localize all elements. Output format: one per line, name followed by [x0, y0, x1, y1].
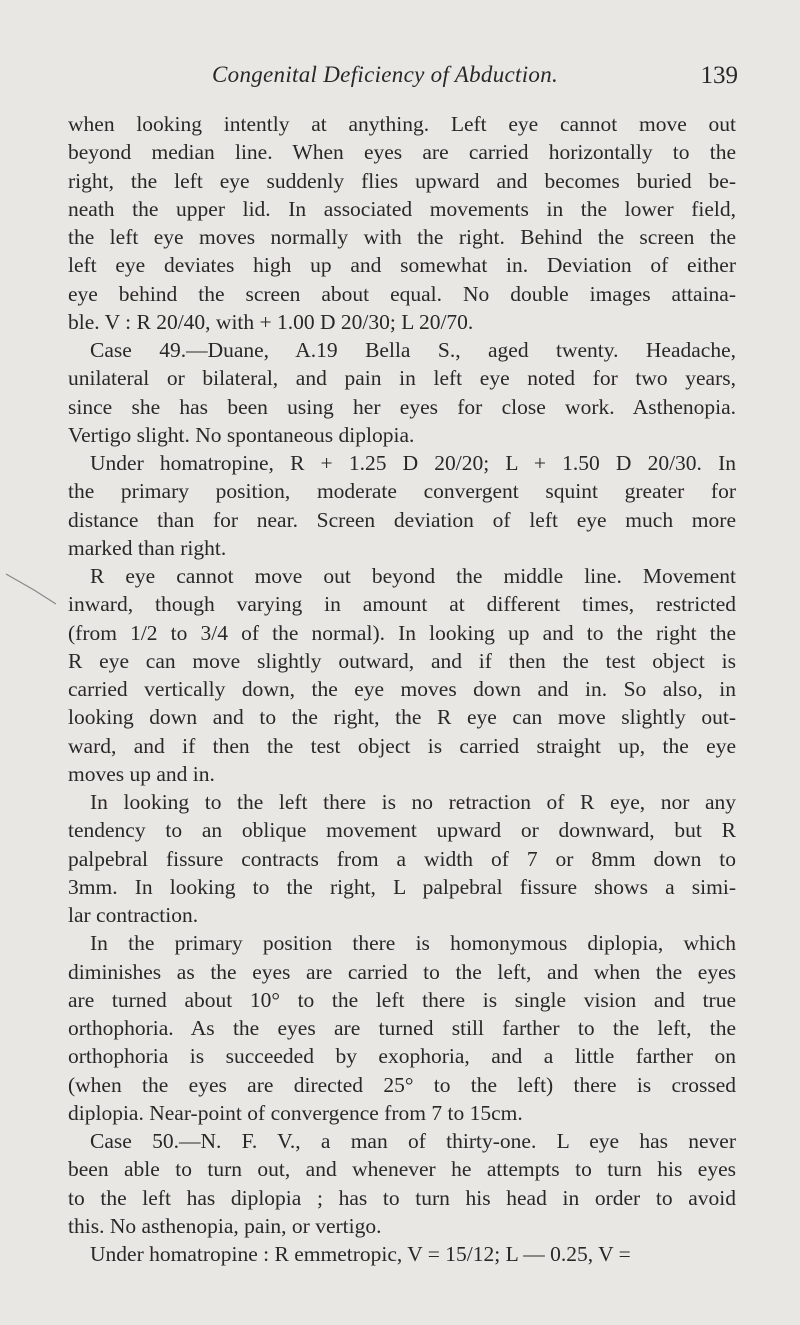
text-line: (from 1/2 to 3/4 of the normal). In looking up and to the right the	[68, 620, 736, 645]
text-line: when looking intently at anything. Left eye cannot move out	[68, 112, 736, 136]
text-line: orthophoria is succeeded by exophoria, and a little farther on	[68, 1044, 736, 1069]
text-line: neath the upper lid. In associated movements in the lower field,	[68, 196, 736, 221]
text-line: unilateral or bilateral, and pain in left eye noted for two years,	[68, 366, 736, 391]
text-line: since she has been using her eyes for close work. Asthenopia.	[68, 394, 736, 419]
text-line: this. No asthenopia, pain, or vertigo.	[68, 1213, 382, 1238]
text-line: inward, though varying in amount at different times, restricted	[68, 592, 736, 617]
text-line: to the left has diplopia ; has to turn his head in order to avoid	[68, 1185, 736, 1210]
text-line: In the primary position there is homonymous diplopia, which	[90, 931, 736, 956]
text-line: Vertigo slight. No spontaneous diplopia.	[68, 422, 415, 447]
text-line: beyond median line. When eyes are carried horizontally to the	[68, 140, 736, 165]
text-line: carried vertically down, the eye moves down and in. So also, in	[68, 677, 736, 701]
text-line: ward, and if then the test object is carried straight up, the eye	[68, 733, 736, 758]
text-line: are turned about 10° to the left there is single vision and true	[68, 987, 736, 1012]
text-line: Under homatropine, R + 1.25 D 20/20; L + 1.50 D 20/30. In	[90, 451, 736, 475]
text-line: left eye deviates high up and somewhat in. Deviation of either	[68, 253, 736, 278]
case-heading-line: Case 50.—N. F. V., a man of thirty-one. L eye has never	[90, 1129, 736, 1153]
text-line: R eye can move slightly outward, and if then the test object is	[68, 648, 736, 673]
text-line: 3mm. In looking to the right, L palpebral fissure shows a simi-	[68, 874, 736, 899]
page-header	[0, 62, 800, 92]
body-text	[68, 110, 736, 1268]
text-line: eye behind the screen about equal. No double images attaina-	[68, 281, 736, 306]
text-line: Under homatropine : R emmetropic, V = 15/12; L — 0.25, V =	[90, 1242, 631, 1266]
text-line: diminishes as the eyes are carried to the left, and when the eyes	[68, 959, 736, 984]
text-line: tendency to an oblique movement upward or downward, but R	[68, 818, 736, 843]
text-line: distance than for near. Screen deviation of left eye much more	[68, 507, 736, 532]
page-number: 139	[700, 62, 738, 89]
text-line: the primary position, moderate convergent squint greater for	[68, 479, 736, 504]
text-line: ble. V : R 20/40, with + 1.00 D 20/30; L 20/70.	[68, 309, 474, 334]
text-line: the left eye moves normally with the right. Behind the screen the	[68, 225, 736, 249]
text-line: R eye cannot move out beyond the middle line. Movement	[90, 564, 736, 588]
text-line: moves up and in.	[68, 761, 215, 786]
margin-pencil-mark	[4, 568, 64, 608]
text-line: lar contraction.	[68, 903, 199, 927]
text-line: been able to turn out, and whenever he attempts to turn his eyes	[68, 1157, 736, 1182]
text-line: orthophoria. As the eyes are turned still farther to the left, the	[68, 1016, 736, 1040]
text-line: right, the left eye suddenly flies upward and becomes buried be-	[68, 168, 736, 193]
text-line: palpebral fissure contracts from a width of 7 or 8mm down to	[68, 846, 736, 871]
text-line: marked than right.	[68, 535, 227, 560]
text-line: (when the eyes are directed 25° to the left) there is crossed	[68, 1072, 736, 1097]
running-title: Congenital Deficiency of Abduction.	[212, 62, 559, 87]
text-line: looking down and to the right, the R eye can move slightly out-	[68, 705, 736, 730]
text-line: In looking to the left there is no retraction of R eye, nor any	[90, 790, 736, 814]
text-line: diplopia. Near-point of convergence from 7 to 15cm.	[68, 1100, 523, 1125]
case-heading-line: Case 49.—Duane, A.19 Bella S., aged twenty. Headache,	[90, 338, 736, 362]
